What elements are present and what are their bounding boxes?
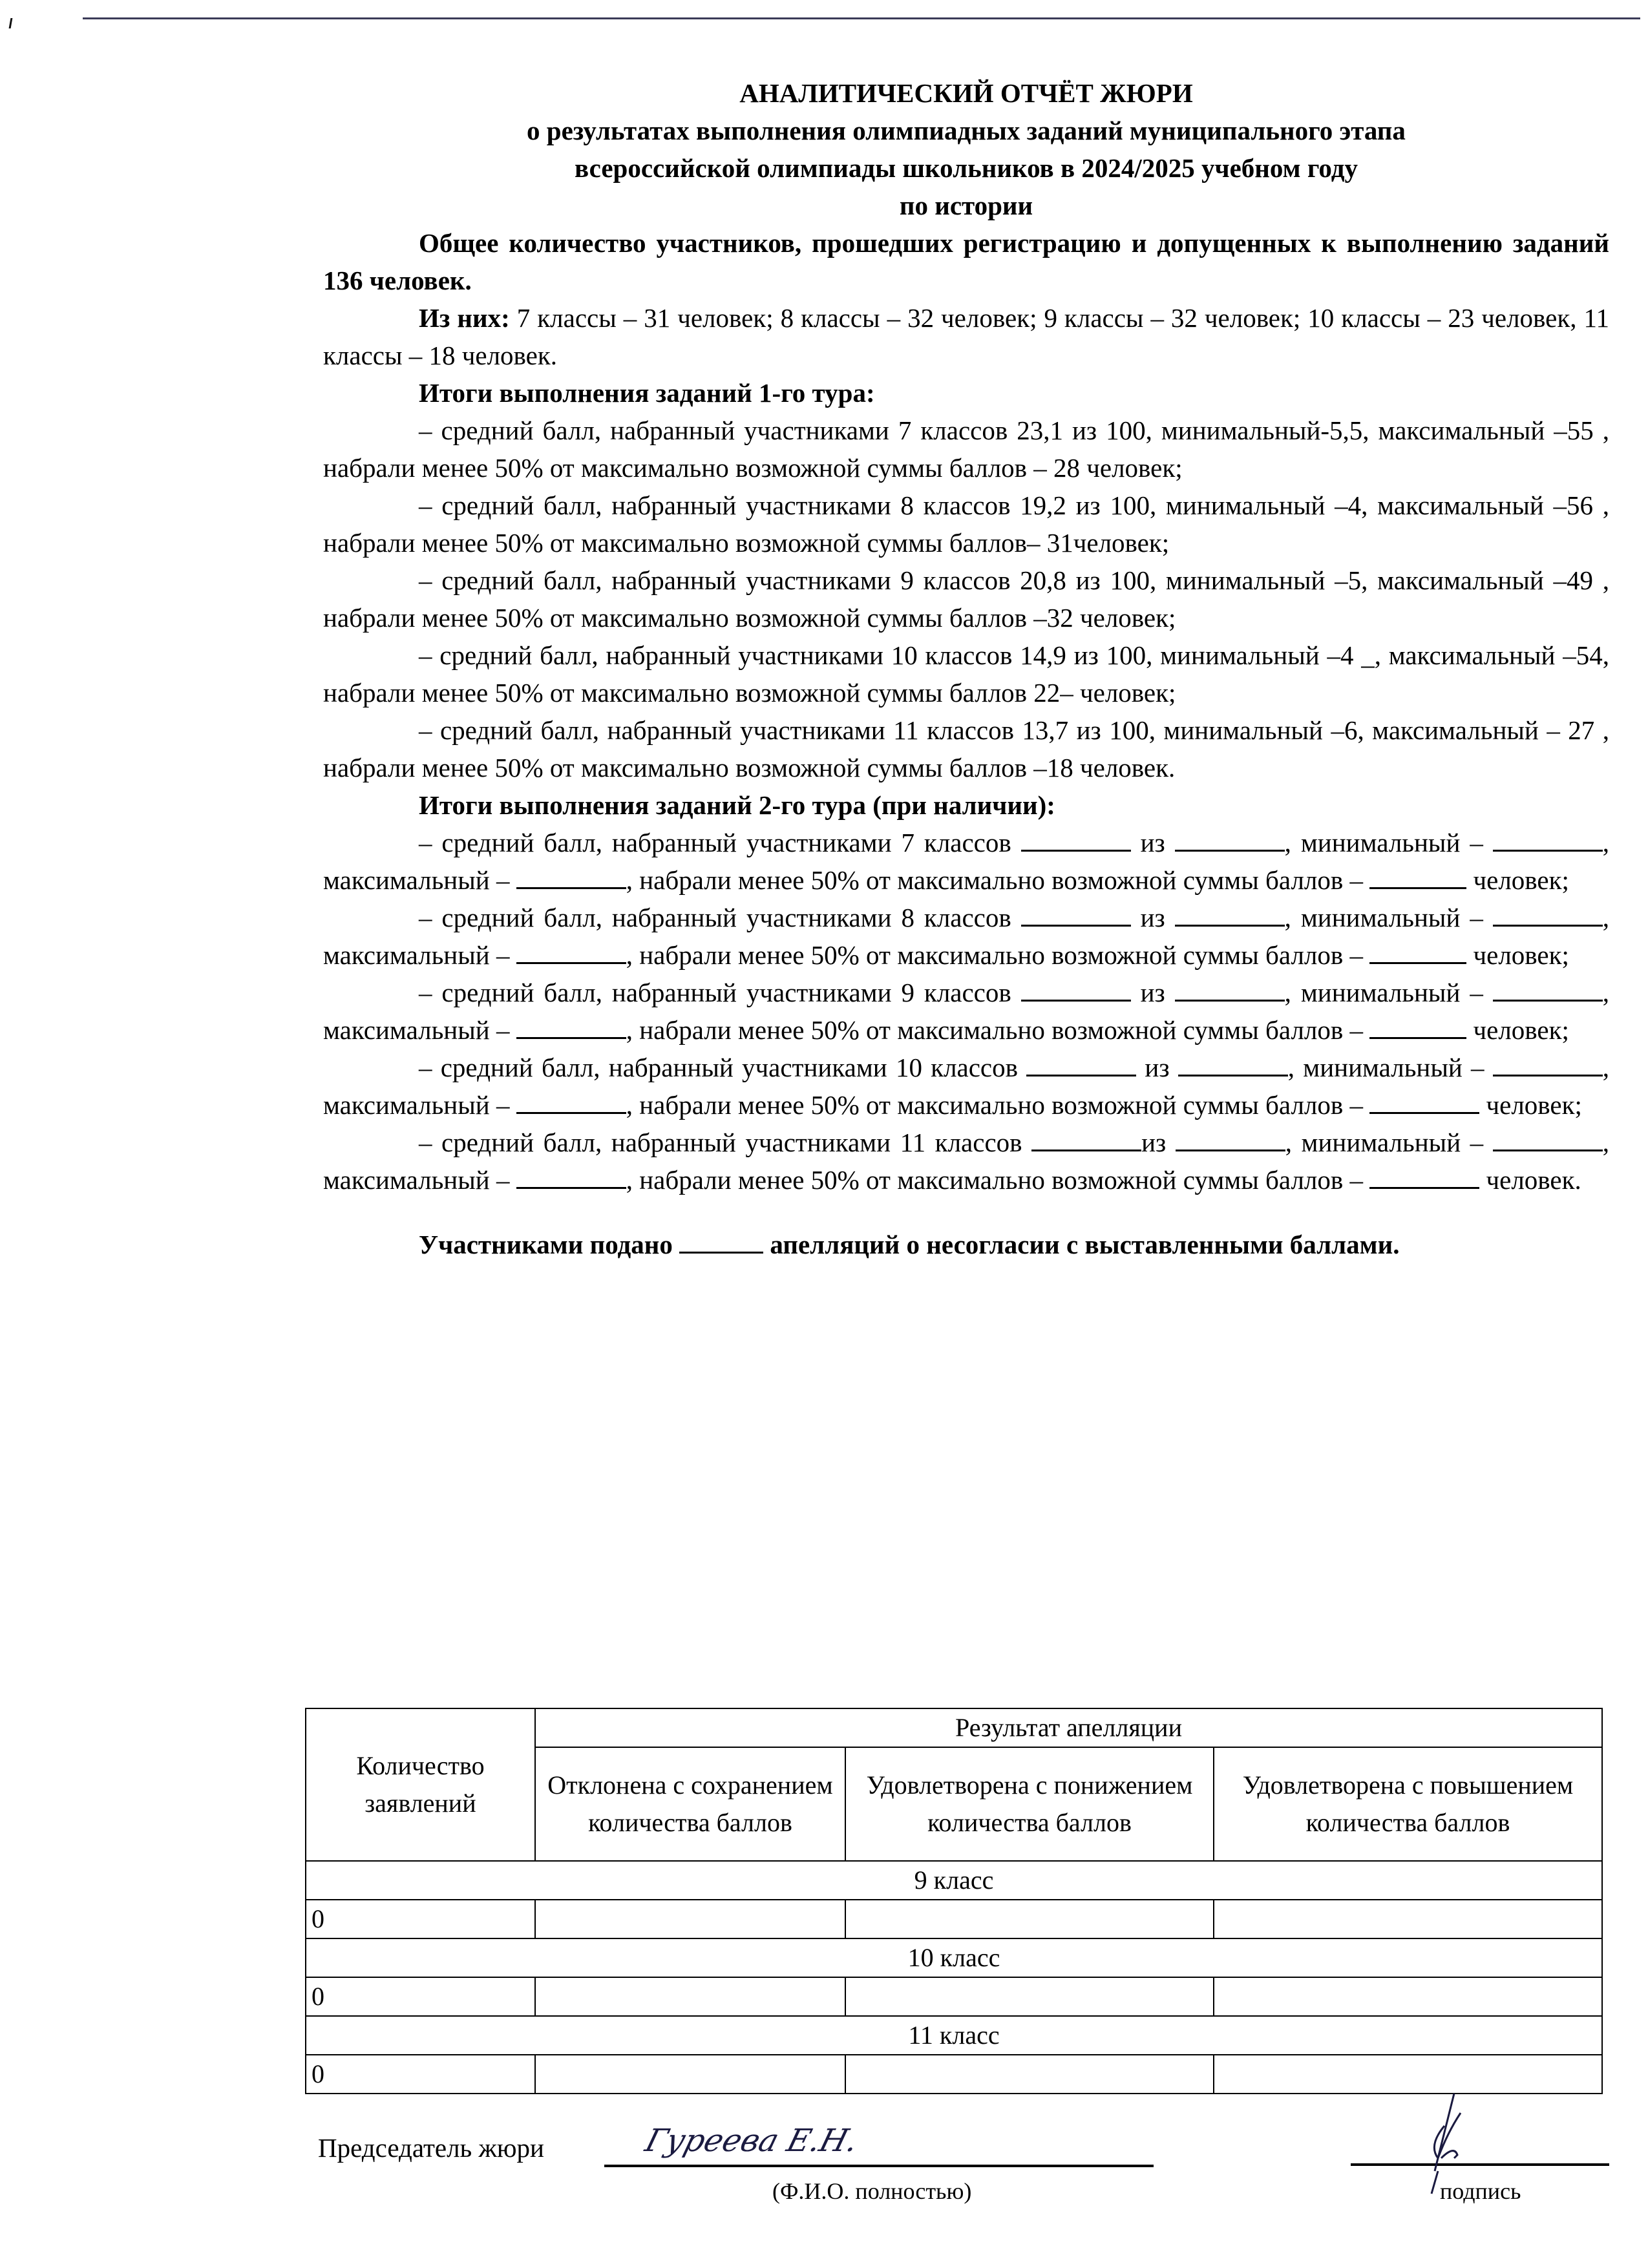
chair-label: Председатель жюри [318,2133,544,2163]
blank-field[interactable] [1021,978,1131,1002]
raised-cell [1214,1977,1602,2016]
tour1-grade11: – средний балл, набранный участниками 11 классов 13,7 из 100, минимальный –6, максимальный – 27 , набрали менее 50% от максимально возможной суммы баллов –18 человек. [323,715,1609,782]
blank-field[interactable] [516,1015,626,1039]
scan-mark [9,18,13,28]
blank-field[interactable] [516,940,626,964]
blank-field[interactable] [516,1090,626,1114]
blank-field[interactable] [1176,1128,1285,1151]
tour1-grade10: – средний балл, набранный участниками 10 классов 14,9 из 100, минимальный –4 _, максимальный –54, набрали менее 50% от максимально возможной суммы баллов 22– человек; [323,640,1609,708]
breakdown-text: 7 классы – 31 человек; 8 классы – 32 человек; 9 классы – 32 человек; 10 классы – 23 человек, 11 классы – 18 человек. [323,303,1609,370]
count-cell: 0 [306,1977,535,2016]
tour2-text: , минимальный – [1284,828,1493,857]
col-header-raised: Удовлетворена с повышением количества баллов [1214,1747,1602,1861]
report-subject: по истории [899,191,1033,220]
tour2-text: – средний балл, набранный участниками 8 классов [419,903,1021,932]
blank-field[interactable] [1493,828,1603,852]
report-subtitle-1: о результатах выполнения олимпиадных заданий муниципального этапа [527,116,1406,145]
tour2-heading: Итоги выполнения заданий 2-го тура (при наличии): [419,790,1055,820]
count-cell: 0 [306,1900,535,1938]
blank-field[interactable] [516,865,626,889]
tour2-text: , минимальный – [1287,1053,1493,1082]
tour1-heading: Итоги выполнения заданий 1-го тура: [419,378,875,408]
tour2-text: из [1130,903,1175,932]
blank-field[interactable] [1493,1053,1603,1076]
tour2-text: из [1141,1128,1176,1157]
tour2-text: человек; [1466,865,1569,895]
tour2-grade11 [323,1124,1609,1199]
lowered-cell [845,1900,1214,1938]
blank-field[interactable] [1369,940,1466,964]
blank-field[interactable] [1175,828,1285,852]
blank-field[interactable] [1493,978,1603,1002]
col-group-header: Результат апелляции [535,1708,1602,1747]
rejected-cell [535,1900,845,1938]
fio-caption: (Ф.И.О. полностью) [772,2178,972,2204]
tour2-text: , набрали менее 50% от максимально возможной суммы баллов – [626,865,1370,895]
blank-field[interactable] [1369,1165,1479,1189]
blank-field[interactable] [1026,1053,1136,1076]
blank-field[interactable] [1369,865,1466,889]
count-cell: 0 [306,2055,535,2094]
blank-field[interactable] [1031,1128,1141,1151]
tour2-text: , максимальный – [323,828,1609,895]
tour2-text: человек; [1466,940,1569,970]
report-subtitle-2: всероссийской олимпиады школьников в 2024/2025 учебном году [575,153,1358,183]
blank-field[interactable] [1021,903,1131,927]
appeals-text: апелляций о несогласии с выставленными баллами. [763,1230,1400,1259]
tour2-grade10 [323,1049,1609,1124]
raised-cell [1214,1900,1602,1938]
fio-line[interactable] [604,2165,1154,2167]
tour2-text: , максимальный – [323,1053,1609,1120]
tour2-text: человек; [1479,1090,1582,1120]
tour2-text: , минимальный – [1284,903,1493,932]
tour2-text: из [1130,978,1175,1007]
lowered-cell [845,2055,1214,2094]
blank-field[interactable] [1178,1053,1288,1076]
tour2-text: , минимальный – [1284,978,1493,1007]
blank-field[interactable] [1175,903,1285,927]
grade-row-9: 9 класс [306,1861,1602,1900]
appeals-text: Участниками подано [419,1230,680,1259]
tour2-text: из [1130,828,1175,857]
col-header-rejected: Отклонена с сохранением количества баллов [535,1747,845,1861]
grade-row-11: 11 класс [306,2016,1602,2055]
blank-field[interactable] [1175,978,1285,1002]
raised-cell [1214,2055,1602,2094]
lowered-cell [845,1977,1214,2016]
report-body [323,74,1609,1263]
blank-field[interactable] [1493,1128,1603,1151]
scan-top-border [83,17,1640,19]
col-header-lowered: Удовлетворена с понижением количества баллов [845,1747,1214,1861]
blank-field[interactable] [1369,1015,1466,1039]
appeals-table [305,1708,1603,2094]
blank-field[interactable] [1021,828,1131,852]
tour2-text: , минимальный – [1285,1128,1493,1157]
tour1-grade7: – средний балл, набранный участниками 7 классов 23,1 из 100, минимальный-5,5, максимальный –55 , набрали менее 50% от максимально возможной суммы баллов – 28 человек; [323,415,1609,483]
tour1-grade8: – средний балл, набранный участниками 8 классов 19,2 из 100, минимальный –4, максимальный –56 , набрали менее 50% от максимально возможной суммы баллов– 31человек; [323,490,1609,558]
tour2-text: , максимальный – [323,1128,1609,1195]
tour2-text: , набрали менее 50% от максимально возможной суммы баллов – [626,1090,1370,1120]
tour1-grade9: – средний балл, набранный участниками 9 классов 20,8 из 100, минимальный –5, максимальный –49 , набрали менее 50% от максимально возможной суммы баллов –32 человек; [323,565,1609,633]
total-participants: Общее количество участников, прошедших регистрацию и допущенных к выполнению заданий 136 человек. [323,228,1609,295]
tour2-text: , максимальный – [323,903,1609,970]
tour2-text: , набрали менее 50% от максимально возможной суммы баллов – [626,1015,1370,1045]
tour2-text: – средний балл, набранный участниками 7 классов [419,828,1021,857]
participants-breakdown [323,299,1609,374]
tour2-text: человек. [1479,1165,1581,1195]
appeals-count-blank[interactable] [679,1230,763,1254]
tour2-grade7 [323,824,1609,899]
breakdown-label: Из них: [419,303,510,333]
rejected-cell [535,2055,845,2094]
tour2-text: , набрали менее 50% от максимально возможной суммы баллов – [626,1165,1370,1195]
tour2-text: , максимальный – [323,978,1609,1045]
tour2-grade8 [323,899,1609,974]
sign-caption: подпись [1440,2178,1521,2204]
tour2-grade9 [323,974,1609,1049]
tour2-text: , набрали менее 50% от максимально возможной суммы баллов – [626,940,1370,970]
handwritten-name: Гуреева Е.Н. [641,2123,862,2159]
grade-row-10: 10 класс [306,1938,1602,1977]
blank-field[interactable] [1369,1090,1479,1114]
col-header-count: Количество заявлений [306,1708,535,1861]
report-title: АНАЛИТИЧЕСКИЙ ОТЧЁТ ЖЮРИ [739,78,1193,108]
blank-field[interactable] [516,1165,626,1189]
blank-field[interactable] [1493,903,1603,927]
tour2-text: из [1136,1053,1178,1082]
tour2-text: человек; [1466,1015,1569,1045]
rejected-cell [535,1977,845,2016]
tour2-text: – средний балл, набранный участниками 11 классов [419,1128,1032,1157]
appeals-summary [323,1226,1609,1263]
tour2-text: – средний балл, набранный участниками 9 классов [419,978,1021,1007]
tour2-text: – средний балл, набранный участниками 10 классов [419,1053,1027,1082]
